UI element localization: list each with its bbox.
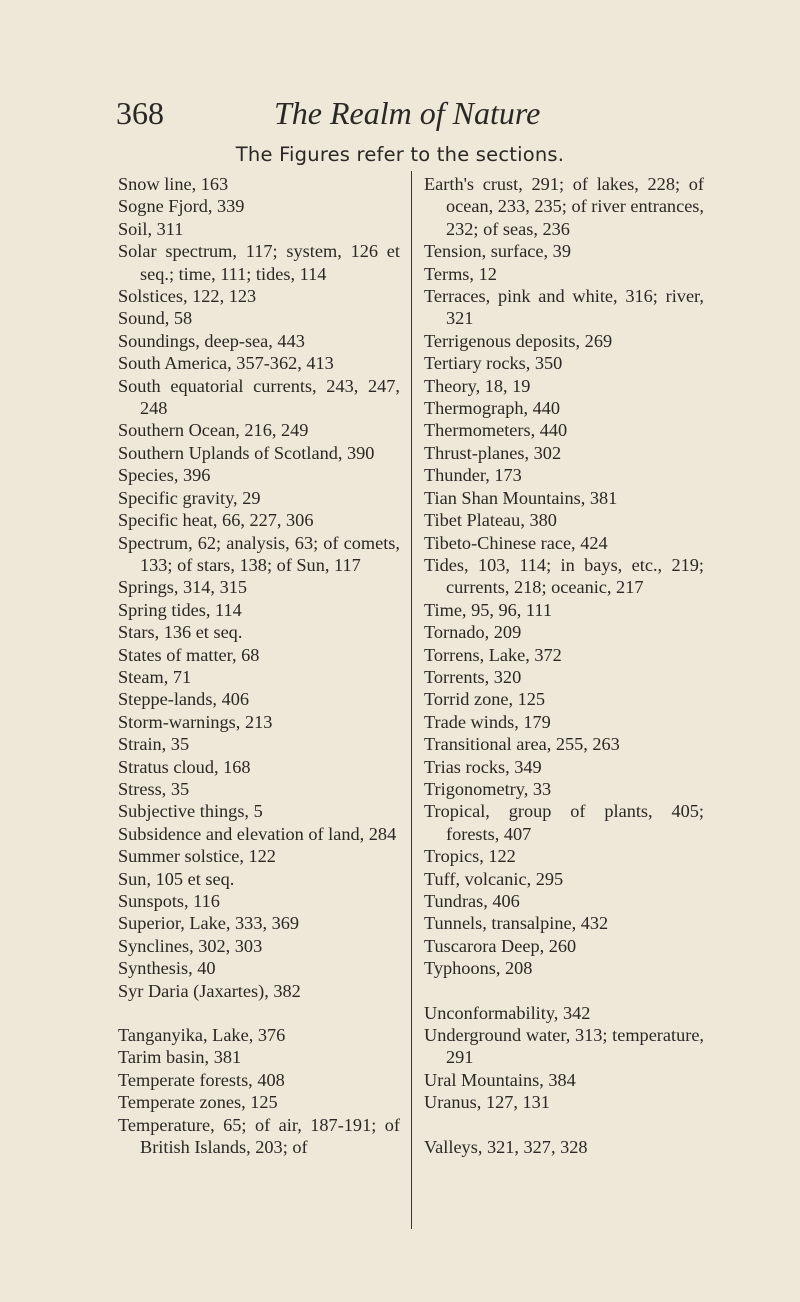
index-entry: Snow line, 163 — [118, 174, 229, 194]
index-entry: Tarim basin, 381 — [118, 1047, 242, 1068]
index-entry: Underground water, 313; temperature, 291 — [424, 1025, 704, 1068]
index-entry: Trigonometry, 33 — [424, 778, 552, 799]
index-entry: Uranus, 127, 131 — [424, 1092, 550, 1113]
index-entry: Specific gravity, 29 — [118, 487, 261, 508]
index-entry: Soundings, deep-sea, 443 — [118, 330, 305, 351]
index-entry: Temperate zones, 125 — [118, 1092, 278, 1113]
index-entry: Tides, 103, 114; in bays, etc., 219; currents, 218; oceanic, 217 — [424, 554, 704, 598]
index-entry: Sun, 105 et seq. — [118, 868, 235, 889]
index-entry: Tanganyika, Lake, 376 — [118, 1025, 286, 1046]
index-entry: Solar spectrum, 117; system, 126 et seq.; time, 111; tides, 114 — [118, 241, 400, 284]
index-entry: Tunnels, transalpine, 432 — [424, 913, 609, 934]
index-entry: Synthesis, 40 — [118, 958, 216, 979]
index-entry: Sunspots, 116 — [118, 891, 220, 911]
index-entry: Steppe-lands, 406 — [118, 689, 249, 710]
running-title: The Realm of Nature — [274, 95, 541, 131]
index-entry: Trade winds, 179 — [424, 711, 551, 732]
index-entry: Tropics, 122 — [424, 846, 516, 867]
index-entry: Time, 95, 96, 111 — [424, 599, 552, 620]
index-entry: Thermograph, 440 — [424, 398, 561, 419]
index-entry: Southern Ocean, 216, 249 — [118, 420, 309, 441]
index-entry: Strain, 35 — [118, 734, 190, 755]
column-divider — [411, 171, 412, 1229]
index-entry: Thermometers, 440 — [424, 420, 568, 441]
index-entry: Tian Shan Mountains, 381 — [424, 487, 618, 508]
index-entry: Subsidence and elevation of land, 284 — [118, 823, 397, 844]
index-entry: Spring tides, 114 — [118, 599, 242, 620]
index-column-right — [424, 173, 704, 1158]
index-entry: Stars, 136 et seq. — [118, 622, 243, 643]
index-entry: Tundras, 406 — [424, 891, 520, 911]
index-note: The Figures refer to the sections. — [235, 143, 565, 166]
index-entry: Temperature, 65; of air, 187-191; of British Islands, 203; of — [118, 1114, 400, 1158]
index-entry: Stratus cloud, 168 — [118, 756, 251, 777]
index-entry: Valleys, 321, 327, 328 — [424, 1136, 588, 1157]
index-entry: Sound, 58 — [118, 308, 193, 329]
index-entry: Storm-warnings, 213 — [118, 711, 273, 732]
index-entry: Tornado, 209 — [424, 622, 522, 643]
index-entry: Unconformability, 342 — [424, 1002, 591, 1023]
index-entry: Southern Uplands of Scotland, 390 — [118, 442, 375, 463]
index-entry: Tropical, group of plants, 405; forests, 407 — [424, 801, 704, 844]
index-entry: South equatorial currents, 243, 247, 248 — [118, 375, 400, 419]
index-entry: Stress, 35 — [118, 778, 190, 799]
index-entry: Sogne Fjord, 339 — [118, 196, 245, 217]
index-entry: Terms, 12 — [424, 263, 497, 284]
index-entry: Tuscarora Deep, 260 — [424, 935, 577, 956]
index-entry: Torrens, Lake, 372 — [424, 644, 562, 665]
index-entry: Springs, 314, 315 — [118, 577, 247, 598]
index-entry: Trias rocks, 349 — [424, 756, 542, 777]
index-entry: Tuff, volcanic, 295 — [424, 868, 564, 889]
index-entry: Tibeto-Chinese race, 424 — [424, 532, 608, 553]
index-entry: Torrid zone, 125 — [424, 689, 546, 710]
index-entry: Temperate forests, 408 — [118, 1069, 285, 1090]
index-entry: Syr Daria (Jaxartes), 382 — [118, 980, 301, 1001]
index-entry: Ural Mountains, 384 — [424, 1069, 576, 1090]
index-entry: Spectrum, 62; analysis, 63; of comets, 133; of stars, 138; of Sun, 117 — [118, 532, 400, 575]
index-entry: Species, 396 — [118, 465, 211, 486]
index-entry: Terrigenous deposits, 269 — [424, 330, 613, 351]
index-column-left — [118, 173, 400, 1158]
index-entry: Tertiary rocks, 350 — [424, 353, 563, 374]
index-entry: Summer solstice, 122 — [118, 846, 276, 867]
index-entry: Subjective things, 5 — [118, 801, 263, 822]
index-entry: Transitional area, 255, 263 — [424, 734, 620, 755]
index-entry: South America, 357-362, 413 — [118, 353, 334, 374]
index-entry: Tension, surface, 39 — [424, 241, 571, 262]
index-entry: Superior, Lake, 333, 369 — [118, 913, 300, 934]
index-entry: Torrents, 320 — [424, 666, 522, 687]
index-entry: Specific heat, 66, 227, 306 — [118, 510, 314, 531]
index-entry: Thunder, 173 — [424, 465, 522, 486]
index-entry: Theory, 18, 19 — [424, 375, 531, 396]
index-entry: Tibet Plateau, 380 — [424, 510, 557, 531]
index-entry: Typhoons, 208 — [424, 958, 533, 979]
index-entry: Soil, 311 — [118, 218, 184, 239]
index-entry: Thrust-planes, 302 — [424, 442, 562, 463]
index-entry: States of matter, 68 — [118, 644, 260, 665]
index-entry: Solstices, 122, 123 — [118, 286, 257, 307]
index-entry: Earth's crust, 291; of lakes, 228; of ocean, 233, 235; of river entrances, 232; of seas, 236 — [424, 174, 704, 239]
page-number: 368 — [116, 95, 164, 131]
index-entry: Synclines, 302, 303 — [118, 935, 263, 956]
index-entry: Steam, 71 — [118, 666, 192, 687]
index-entry: Terraces, pink and white, 316; river, 321 — [424, 286, 704, 329]
